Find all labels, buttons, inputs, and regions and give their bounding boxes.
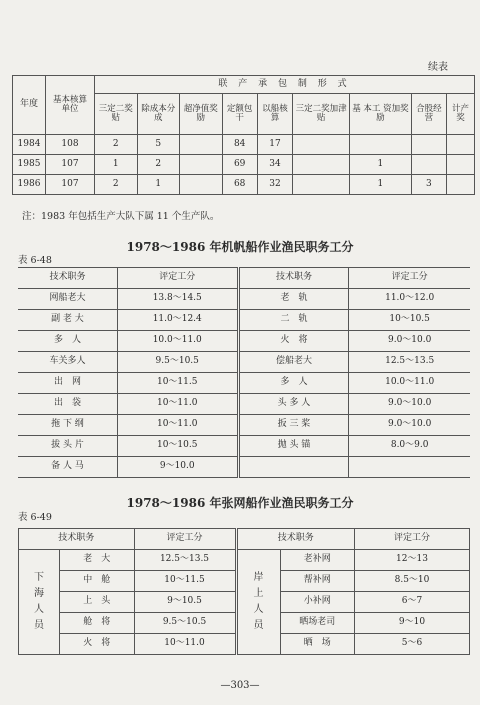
- table-title: 1978～1986 年张网船作业渔民职务工分: [126, 496, 354, 510]
- table-header-row: 技术职务 评定工分 技术职务 评定工分: [18, 268, 470, 289]
- table-row: 出 袋 10～11.0 头 多 人 9.0～10.0: [18, 394, 470, 415]
- table-row: 1985 107 1 2 69 34 1: [13, 155, 475, 175]
- sub-header: 超净值奖励: [180, 94, 223, 135]
- sub-header: 基 本工 资加奖励: [350, 94, 412, 135]
- table-note: 注：1983 年包括生产大队下属 11 个生产队。: [22, 211, 220, 222]
- group-header: 联 产 承 包 制 形 式: [95, 76, 475, 94]
- col-unit: 基本核算单位: [46, 76, 95, 135]
- table-title: 1978～1986 年机帆船作业渔民职务工分: [126, 240, 354, 254]
- table-row: 拖 下 纲 10～11.0 扳 三 桨 9.0～10.0: [18, 415, 470, 436]
- table-row: 车关多人 9.5～10.5 偿船老大 12.5～13.5: [18, 352, 470, 373]
- sub-header: 计产奖: [446, 94, 474, 135]
- table-continued: [12, 75, 475, 195]
- table-row: 上 头 9～10.5 小补网 6～7: [19, 592, 470, 613]
- table-row: 出 网 10～11.5 多 人 10.0～11.0: [18, 373, 470, 394]
- table-row: 火 将 10～11.0 晒 场 5～6: [19, 634, 470, 655]
- table-row: 副 老 大 11.0～12.4 二 轨 10～10.5: [18, 310, 470, 331]
- table-row: 网船老大 13.8～14.5 老 轨 11.0～12.0: [18, 289, 470, 310]
- table-net-boat: [18, 528, 470, 655]
- sub-header: 三定二奖贴: [95, 94, 138, 135]
- table-row: 多 人 10.0～11.0 火 将 9.0～10.0: [18, 331, 470, 352]
- table-header-row: 技术职务 评定工分 技术职务 评定工分: [19, 529, 470, 550]
- table-row: 拔 头 片 10～10.5 抛 头 锚 8.0～9.0: [18, 436, 470, 457]
- group-left-label: 下 海 人 员: [19, 550, 60, 655]
- table-row: 下 海 人 员 老 大 12.5～13.5 岸 上 人 员 老补网 12～13: [19, 550, 470, 571]
- sub-header: 以船核算: [257, 94, 292, 135]
- table-row: 舱 将 9.5～10.5 晒场老司 9～10: [19, 613, 470, 634]
- sub-header: 合股经营: [411, 94, 446, 135]
- col-year: 年度: [13, 76, 46, 135]
- sub-header: 除成本分成: [137, 94, 180, 135]
- table-label: 表 6-49: [18, 512, 52, 523]
- sub-header: 三定二奖加津贴: [293, 94, 350, 135]
- group-right-label: 岸 上 人 员: [236, 550, 280, 655]
- sub-header: 定额包干: [222, 94, 257, 135]
- table-row: 备 人 马 9～10.0: [18, 457, 470, 478]
- continued-label: 续表: [428, 62, 448, 73]
- table-row: 1984 108 2 5 84 17: [13, 135, 475, 155]
- table-row: 中 舱 10～11.5 帮补网 8.5～10: [19, 571, 470, 592]
- table-label: 表 6-48: [18, 255, 52, 266]
- table-row: 1986 107 2 1 68 32 1 3: [13, 175, 475, 195]
- table-machine-boat: [18, 267, 470, 478]
- page-number: —303—: [220, 680, 260, 691]
